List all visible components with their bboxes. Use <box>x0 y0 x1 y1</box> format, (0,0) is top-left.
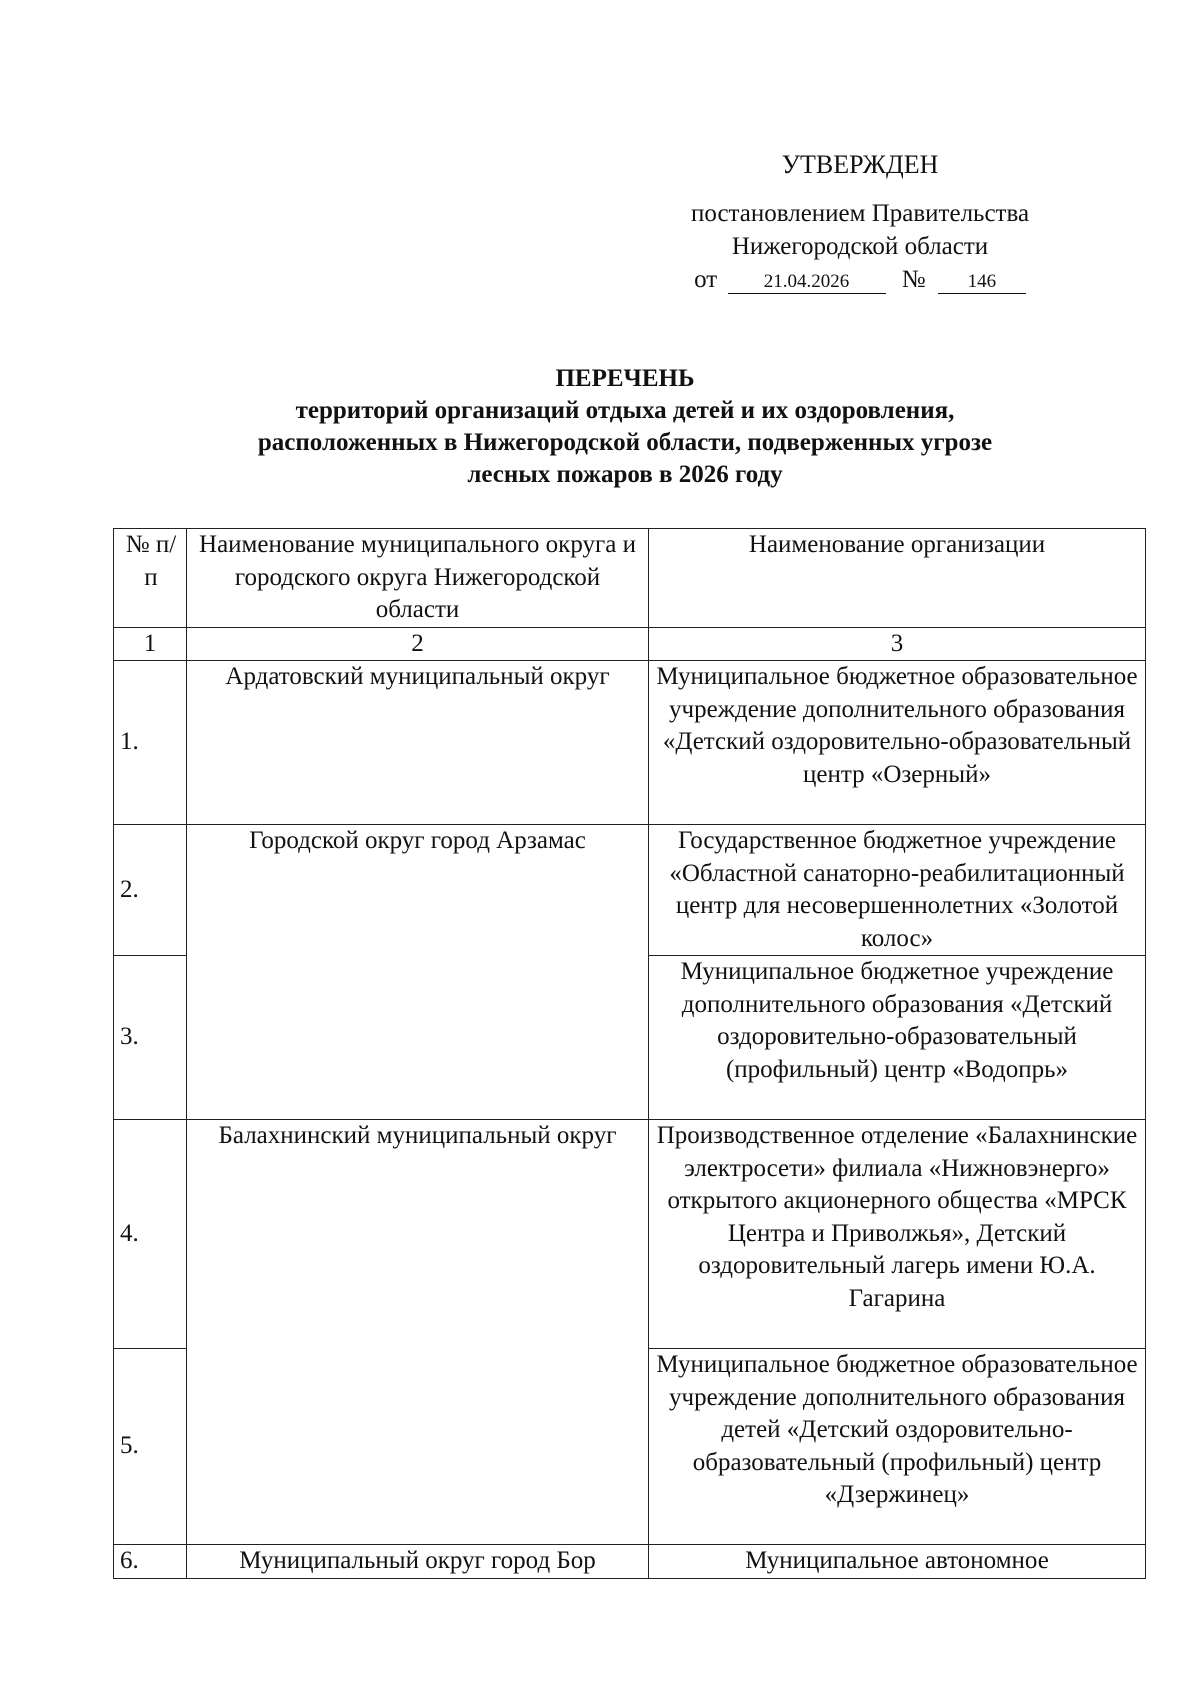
from-label: от <box>694 266 718 293</box>
heading-line-1: территорий организаций отдыха детей и их оздоровления, <box>295 397 955 424</box>
approval-number: 146 <box>938 271 1026 294</box>
row-number: 1. <box>114 661 187 825</box>
document-heading <box>0 363 1200 491</box>
approval-line-2: Нижегородской области <box>731 233 989 260</box>
organization-cell: Муниципальное бюджетное учреждение дополнительного образования «Детский оздоровительно-образовательный (профильный) центр «Водопрь» <box>649 956 1146 1120</box>
organization-cell: Муниципальное автономное <box>649 1545 1146 1579</box>
organization-cell: Производственное отделение «Балахнинские электросети» филиала «Нижновэнерго» открытого акционерного общества «МРСК Центра и Приволжья», Детский оздоровительный лагерь имени Ю.А. Гагарина <box>649 1120 1146 1349</box>
row-number: 6. <box>114 1545 187 1579</box>
district-cell: Ардатовский муниципальный округ <box>187 661 649 825</box>
column-number-3: 3 <box>649 627 1146 661</box>
heading-title: ПЕРЕЧЕНЬ <box>555 365 695 392</box>
heading-line-2: расположенных в Нижегородской области, подверженных угрозе <box>257 429 993 456</box>
district-cell: Балахнинский муниципальный округ <box>187 1120 649 1545</box>
table-row <box>114 1545 1146 1579</box>
organization-cell: Муниципальное бюджетное образовательное учреждение дополнительного образования «Детский оздоровительно-образовательный центр «Озерный» <box>649 661 1146 825</box>
table-row <box>114 661 1146 825</box>
approval-date: 21.04.2026 <box>728 271 886 294</box>
header-organization: Наименование организации <box>649 529 1146 628</box>
territories-table <box>113 528 1146 1579</box>
header-district: Наименование муниципального округа и городского округа Нижегородской области <box>187 529 649 628</box>
row-number: 2. <box>114 825 187 956</box>
table-column-numbers-row <box>114 627 1146 661</box>
heading-line-3: лесных пожаров в 2026 году <box>467 461 783 488</box>
organization-cell: Муниципальное бюджетное образовательное учреждение дополнительного образования детей «Детский оздоровительно-образовательный (профильный) центр «Дзержинец» <box>649 1349 1146 1545</box>
column-number-2: 2 <box>187 627 649 661</box>
number-sign: № <box>901 266 926 293</box>
header-number: № п/п <box>114 529 187 628</box>
approval-stamp: УТВЕРЖДЕН <box>781 150 939 179</box>
row-number: 3. <box>114 956 187 1120</box>
row-number: 4. <box>114 1120 187 1349</box>
organization-cell: Государственное бюджетное учреждение «Областной санаторно-реабилитационный центр для несовершеннолетних «Золотой колос» <box>649 825 1146 956</box>
table-header-row <box>114 529 1146 628</box>
approval-line-1: постановлением Правительства <box>690 200 1030 227</box>
approval-date-line <box>600 263 1120 296</box>
table-row <box>114 825 1146 956</box>
table-row <box>114 1120 1146 1349</box>
column-number-1: 1 <box>114 627 187 661</box>
district-cell: Городской округ город Арзамас <box>187 825 649 1120</box>
approval-block <box>600 148 1120 296</box>
district-cell: Муниципальный округ город Бор <box>187 1545 649 1579</box>
row-number: 5. <box>114 1349 187 1545</box>
